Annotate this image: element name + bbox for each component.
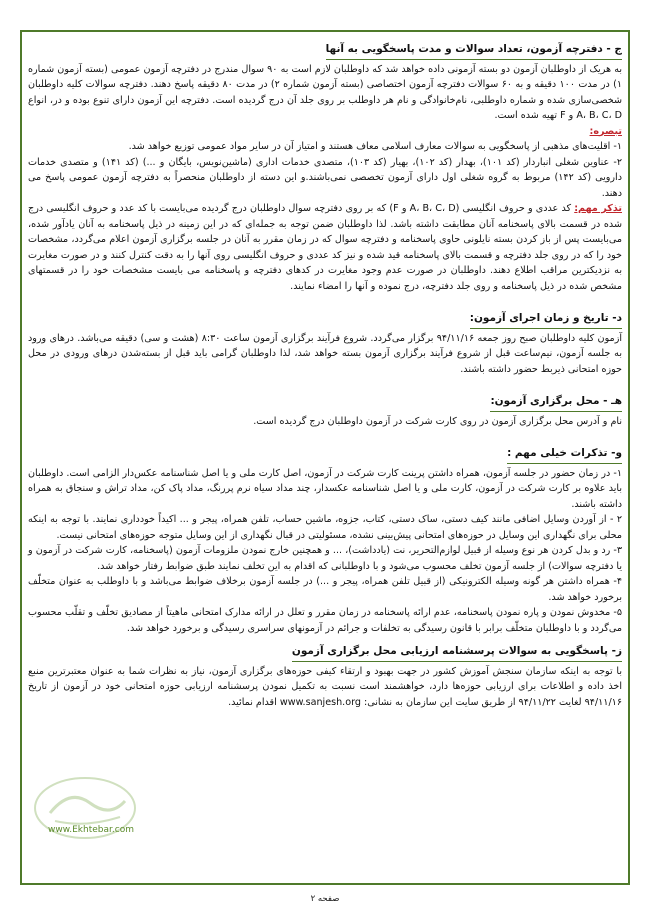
spacer: [28, 429, 622, 444]
section-h-heading: هـ - محل برگزاری آزمون:: [490, 394, 622, 412]
list-item: ۴- همراه داشتن هر گونه وسیله الکترونیکی (از قبیل تلفن همراه، پیجر و ...) در جلسه آزمون برخلاف ضوابط می‌باشد و با داوطلب به عنوان متخلّف برخورد خواهد شد.: [28, 576, 622, 603]
section-d-heading: د- تاریخ و زمان اجرای آزمون:: [470, 311, 622, 329]
section-c-heading: ج - دفترچه آزمون، تعداد سوالات و مدت پاسخگویی به آنها: [326, 42, 622, 60]
warning-body: کد عددی و حروف انگلیسی (A، B، C، D و F) که بر روی دفترچه سوال داوطلبان درج گردیده می‌بایست با کد عدد و حروف انگلیسی درج شده در قسمت بالای پاسخنامه آنان مطابقت داشته باشد. لذا داوطلبان ضمن توجه به جمله‌ای که در این زمینه در ذیل پاسخنامه به آنان یادآور شده، می‌بایست پس از باز کردن بسته نایلونی حاوی پاسخنامه و دفترچه سوال که در زمان مقرر به آنان در جلسه برگزاری آزمون اعلام می‌گردد، مشخصات خود را که در روی جلد دفترچه و قسمت بالای پاسخنامه قید شده و نیز کد عددی و حروف انگلیسی روی آنها را به دقت کنترل کنند و در صورت مغایرت به نزدیکترین مراقب اطلاع دهند. داوطلبان در صورت عدم وجود مغایرت در کدهای دفترچه و پاسخنامه می بایست مشخصات خود را در قسمتهای مشخص شده در ذیل پاسخنامه و روی جلد دفترچه، درج نموده و آنها را امضاء نمایند.: [28, 203, 622, 292]
section-z-heading: ز- پاسخگویی به سوالات پرسشنامه ارزیابی محل برگزاری آزمون: [292, 644, 622, 662]
page-number: صفحه ۲: [310, 894, 340, 904]
section-c-body: به هریک از داوطلبان آزمون دو بسته آزمونی داده خواهد شد که داوطلبان لازم است به ۹۰ سوال مندرج در دفترچه آزمون عمومی (بسته آزمون شماره ۱) در مدت ۱۰۰ دقیقه و به ۶۰ سوالات دفترچه آزمون اختصاصی (بسته آزمون شماره ۲) در مدت ۸۰ دقیقه پاسخ دهند. دفترچه سوالات کلیه داوطلبان شخصی‌سازی شده و شماره داوطلبی، نام‌خانوادگی و نام هر داوطلب بر روی جلد آن درج گردیده است. دفترچه این آزمون دارای تنوع بوده و در، انواع A، B، C، D و F تهیه شده است.: [28, 63, 623, 121]
section-d: [28, 309, 622, 377]
document-body: [28, 40, 622, 710]
list-item: ۱- در زمان حضور در جلسه آزمون، همراه داشتن پرینت کارت شرکت در آزمون، اصل کارت ملی و یا اصل شناسنامه عکس‌دار الزامی است. داوطلبان باید علاوه بر کارت شرکت در آزمون، کارت ملی و یا اصل شناسنامه عکسدار، چند مداد سیاه نرم پررنگ، مداد پاک کن، مداد تراش و سنجاق به همراه داشته باشند.: [28, 467, 622, 510]
spacer: [28, 294, 622, 309]
section-c: [28, 40, 622, 294]
section-z-body: با توجه به اینکه سازمان سنجش آموزش کشور در جهت بهبود و ارتقاء کیفی حوزه‌های برگزاری آزمون، نیاز به نظرات شما به عنوان معتبرترین منبع اخذ داده و اطلاعات برای ارزیابی حوزه‌ها دارد، خواهشمند است نسبت به تکمیل نمودن پرسشنامه ارزیابی حوزه امتحانی خود در آزمون از تاریخ ۹۴/۱۱/۱۶ لغایت ۹۴/۱۱/۲۲ از طریق سایت این سازمان به نشانی: www.sanjesh.org اقدام نمائید.: [28, 665, 622, 708]
section-v: [28, 444, 622, 636]
note-item-2: ۲- عناوین شغلی انباردار (کد ۱۰۱)، بهدار (کد ۱۰۲)، بهیار (کد ۱۰۳)، متصدی خدمات اداری (ماشین‌نویس، بایگان و ...) (کد ۱۴۱) و متصدی خدمات دارویی (کد ۱۴۲) مربوط به گروه شغلی اول دارای آزمون تخصصی نمی‌باشند.و این دسته از داوطلبان منحصراً به دفترچه آزمون عمومی پاسخ می دهند.: [28, 156, 623, 199]
note-title: تبصره:: [589, 125, 622, 137]
list-item: ۳- رد و بدل کردن هر نوع وسیله از قبیل لوازم‌التحریر، نت (یادداشت)، ... و همچنین خارج نمودن ملزومات آزمون (پاسخنامه، کارت شرکت در آزمون و یا دفترچه سوالات) از جلسه آزمون تخلف محسوب می‌شود و با داوطلبانی که اقدام به این تخلف نمایند طبق ضوابط رفتار خواهد شد.: [28, 545, 622, 572]
warning-title: تذکر مهم:: [574, 203, 622, 214]
section-h-body: نام و آدرس محل برگزاری آزمون در روی کارت شرکت در آزمون داوطلبان درج گردیده است.: [253, 415, 622, 427]
section-z: [28, 642, 622, 710]
section-d-body: آزمون کلیه داوطلبان صبح روز جمعه ۹۴/۱۱/۱۶ برگزار می‌گردد. شروع فرآیند برگزاری آزمون ساعت ۸:۳۰ (هشت و سی) دقیقه می‌باشد. درهای ورود به جلسه آزمون، نیم‌ساعت قبل از شروع فرآیند برگزاری آزمون بسته خواهد شد، لذا داوطلبان گرامی باید قبل از بسته‌شدن درهای ورودی در محل حوزه امتحانی ذیربط حضور داشته باشند.: [28, 332, 622, 375]
list-item: ۲ - از آوردن وسایل اضافی مانند کیف دستی، ساک دستی، کتاب، جزوه، ماشین حساب، تلفن همراه، پیجر و ... اکیداً خودداری نمایند. با توجه به اینکه محلی برای نگهداری این وسایل در حوزه‌های امتحانی پیش‌بینی نشده، مسئولیتی در قبال نگهداری از این وسایل متوجه حوزه‌های امتحانی نیست.: [28, 514, 622, 541]
document-frame: [20, 30, 630, 885]
list-item: ۵- مخدوش نمودن و پاره نمودن پاسخنامه، عدم ارائه پاسخنامه در زمان مقرر و تعلل در ارائه مدارک امتحانی ماهیتاً از مصادیق تخلّف و تقلّب محسوب می‌گردد و با داوطلبان متخلّف برابر با قانون رسیدگی به تخلفات و جرائم در آزمونهای سراسری رسیدگی و برخورد خواهد شد.: [28, 607, 622, 634]
spacer: [28, 377, 622, 392]
section-v-heading: و- تذکرات خیلی مهم :: [507, 446, 622, 464]
section-h: [28, 392, 622, 429]
note-item-1: ۱- اقلیت‌های مذهبی از پاسخگویی به سوالات معارف اسلامی معاف هستند و امتیاز آن در سایر مواد عمومی توزیع خواهد شد.: [128, 141, 622, 152]
brand-url: www.Ekhtebar.com: [48, 825, 134, 835]
